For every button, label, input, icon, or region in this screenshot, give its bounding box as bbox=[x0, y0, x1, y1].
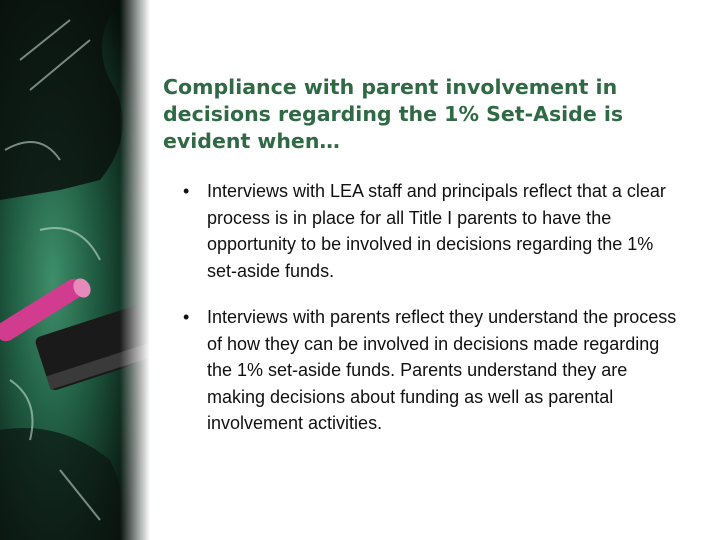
bullet-marker: • bbox=[183, 307, 190, 327]
bullet-marker: • bbox=[183, 181, 190, 201]
bullet-text: Interviews with parents reflect they understand the process of how they can be involved in decisions made regarding the 1% set-aside funds. Parents understand they are making decisions about funding as well as parental involvement activities. bbox=[207, 307, 677, 433]
list-item bbox=[183, 178, 683, 284]
bullet-text: Interviews with LEA staff and principals reflect that a clear process is in place for all Title I parents to have the opportunity to be involved in decisions regarding the 1% set-aside funds. bbox=[207, 181, 666, 281]
bullet-list bbox=[183, 178, 683, 457]
chalkboard-panel bbox=[0, 0, 150, 540]
chalkboard-texture bbox=[0, 0, 150, 540]
slide-title: Compliance with parent involvement in decisions regarding the 1% Set-Aside is evident when… bbox=[163, 75, 624, 153]
list-item bbox=[183, 304, 683, 437]
